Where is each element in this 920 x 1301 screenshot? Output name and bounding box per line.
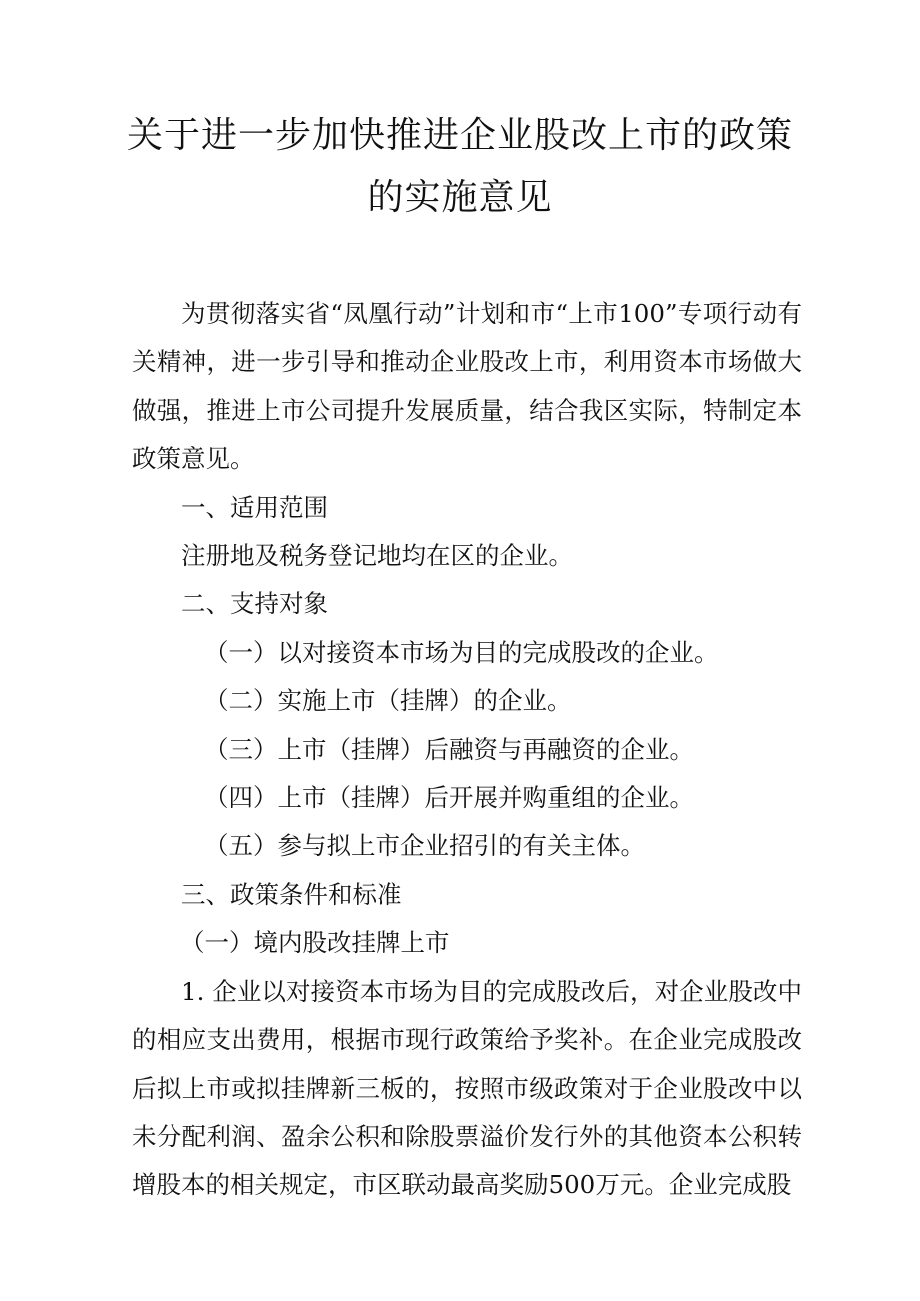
section1-heading: 一、适用范围 [181, 492, 328, 522]
section2-item: （三）上市（挂牌）后融资与再融资的企业。 [204, 734, 694, 764]
intro-paragraph: 为贯彻落实省“凤凰行动”计划和市“上市100”专项行动有关精神，进一步引导和推动企业股改上市，利用资本市场做大做强，推进上市公司提升发展质量，结合我区实际，特制定本政策意见。 [132, 299, 802, 474]
section3-heading: 三、政策条件和标准 [181, 879, 402, 909]
document-title-line1: 关于进一步加快推进企业股改上市的政策 [126, 115, 793, 156]
section2-item: （一）以对接资本市场为目的完成股改的企业。 [204, 637, 719, 667]
section2-item: （五）参与拟上市企业招引的有关主体。 [204, 831, 645, 861]
document-title-line2: 的实施意见 [367, 177, 553, 218]
section3-item1: 1. 企业以对接资本市场为目的完成股改后，对企业股改中的相应支出费用，根据市现行政策给予奖补。在企业完成股改后拟上市或拟挂牌新三板的，按照市级政策对于企业股改中以未分配利润、盈余公积和除股票溢价发行外的其他资本公积转增股本的相关规定，市区联动最高奖励500万元。企业完成股 [132, 976, 802, 1200]
section2-heading: 二、支持对象 [181, 589, 328, 619]
section1-text: 注册地及税务登记地均在区的企业。 [181, 541, 573, 571]
section2-item: （二）实施上市（挂牌）的企业。 [204, 686, 572, 716]
section3-subheading: （一）境内股改挂牌上市 [180, 928, 450, 958]
document-body [132, 290, 802, 1210]
section2-item: （四）上市（挂牌）后开展并购重组的企业。 [204, 783, 694, 813]
